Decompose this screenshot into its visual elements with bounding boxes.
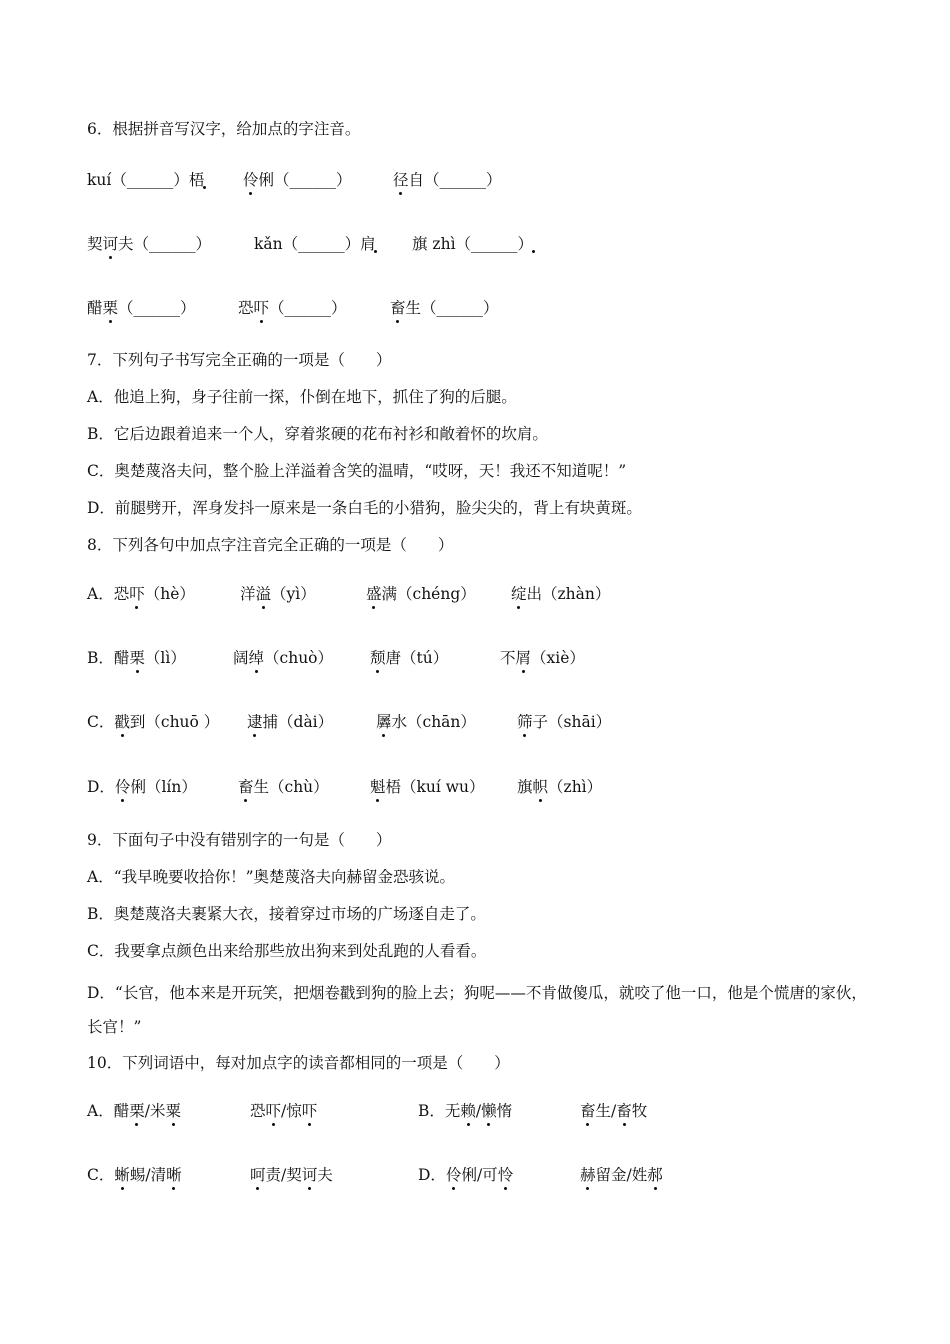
q8-option-d-item: D．伶俐（lín） bbox=[87, 778, 197, 796]
q8-option-b-item: 不屑（xiè） bbox=[500, 649, 585, 667]
q10-option-d-pair1: D．伶俐/可怜 bbox=[418, 1166, 514, 1184]
q8-option-b-item: B．醋栗（lì） bbox=[87, 649, 186, 667]
q8-option-a-item: 绽出（zhàn） bbox=[511, 585, 611, 603]
q7-title: 7．下列句子书写完全正确的一项是（ ） bbox=[87, 351, 392, 369]
q9-option-a: A．“我早晚要收拾你！”奥楚蔑洛夫向赫留金恐骇说。 bbox=[87, 868, 456, 886]
q10-option-c-pair2: 呵责/契诃夫 bbox=[250, 1166, 333, 1184]
q7-option-d: D．前腿劈开，浑身发抖一原来是一条白毛的小猎狗，脸尖尖的，背上有块黄斑。 bbox=[87, 499, 642, 517]
q10-option-a-pair1: A．醋栗/米粟 bbox=[87, 1102, 181, 1120]
q7-option-b: B．它后边跟着追来一个人，穿着浆硬的花布衬衫和敞着怀的坎肩。 bbox=[87, 425, 548, 443]
q8-option-b-item: 颓唐（tú） bbox=[370, 649, 449, 667]
q6-item: 伶俐（______） bbox=[243, 171, 352, 189]
q9-option-c: C．我要拿点颜色出来给那些放出狗来到处乱跑的人看看。 bbox=[87, 942, 487, 960]
q10-title: 10．下列词语中，每对加点字的读音都相同的一项是（ ） bbox=[87, 1054, 510, 1072]
q9-option-d: D．“长官，他本来是开玩笑，把烟卷戳到狗的脸上去；狗呢——不肯做傻瓜，就咬了他一口，他是个慌唐的家伙，长官！” bbox=[87, 984, 867, 1036]
q9-option-b: B．奥楚蔑洛夫裹紧大衣，接着穿过市场的广场逐自走了。 bbox=[87, 905, 486, 923]
q8-option-a-item: 盛满（chéng） bbox=[366, 585, 476, 603]
q6-title: 6．根据拼音写汉字，给加点的字注音。 bbox=[87, 120, 361, 138]
q6-item: kǎn（______）肩 bbox=[254, 235, 376, 253]
q8-option-d-item: 旗帜（zhì） bbox=[517, 778, 603, 796]
q6-item: 旗 zhì（______） bbox=[412, 235, 534, 253]
q6-item: 径自（______） bbox=[393, 171, 502, 189]
q8-option-d-item: 畜生（chù） bbox=[238, 778, 329, 796]
q8-option-a-item: A．恐吓（hè） bbox=[87, 585, 195, 603]
q10-option-b-pair1: B．无赖/懒惰 bbox=[418, 1102, 513, 1120]
q8-option-c-item: 筛子（shāi） bbox=[517, 713, 612, 731]
q10-option-b-pair2: 畜生/畜牧 bbox=[580, 1102, 648, 1120]
q8-title: 8．下列各句中加点字注音完全正确的一项是（ ） bbox=[87, 536, 454, 554]
q6-item: kuí（______）梧 bbox=[87, 171, 205, 189]
q8-option-c-item: 羼水（chān） bbox=[376, 713, 476, 731]
q10-option-a-pair2: 恐吓/惊吓 bbox=[250, 1102, 318, 1120]
q9-title: 9．下面句子中没有错别字的一句是（ ） bbox=[87, 831, 392, 849]
q6-item: 恐吓（______） bbox=[238, 299, 347, 317]
q10-option-c-pair1: C．蜥蜴/清晰 bbox=[87, 1166, 182, 1184]
q6-item: 契诃夫（______） bbox=[87, 235, 212, 253]
q10-option-d-pair2: 赫留金/姓郝 bbox=[580, 1166, 663, 1184]
q6-item: 醋栗（______） bbox=[87, 299, 196, 317]
q7-option-a: A．他追上狗，身子往前一探，仆倒在地下，抓住了狗的后腿。 bbox=[87, 388, 517, 406]
q8-option-b-item: 阔绰（chuò） bbox=[233, 649, 334, 667]
q8-option-c-item: 逮捕（dài） bbox=[247, 713, 334, 731]
q8-option-a-item: 洋溢（yì） bbox=[240, 585, 316, 603]
q8-option-d-item: 魁梧（kuí wu） bbox=[370, 778, 485, 796]
q8-option-c-item: C．戳到（chuō ） bbox=[87, 713, 220, 731]
q7-option-c: C．奥楚蔑洛夫问，整个脸上洋溢着含笑的温晴，“哎呀，天！我还不知道呢！” bbox=[87, 462, 627, 480]
q6-item: 畜生（______） bbox=[390, 299, 499, 317]
